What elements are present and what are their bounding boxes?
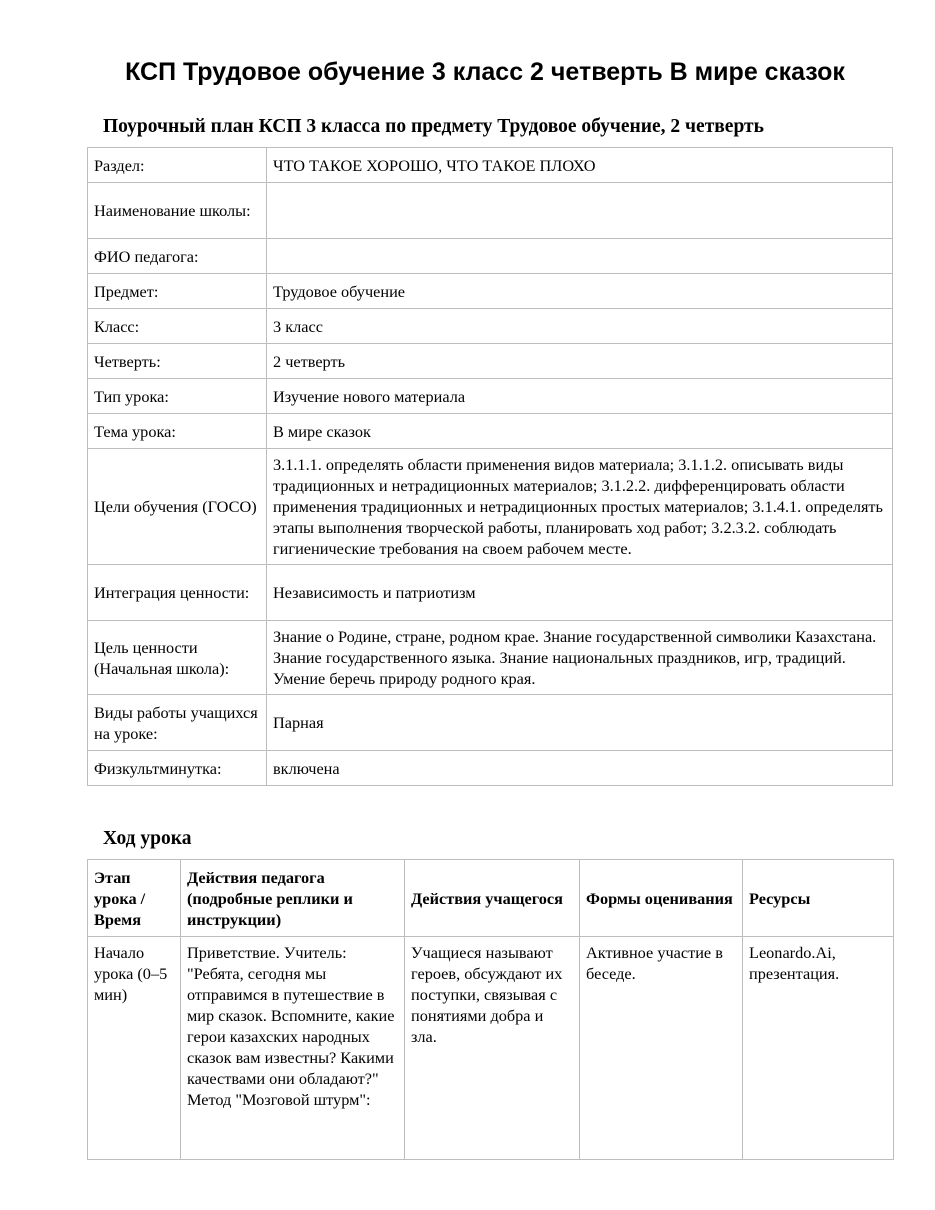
column-header-assessment: Формы оценивания: [580, 860, 743, 937]
cell-resources: Leonardo.Ai, презентация.: [743, 937, 894, 1160]
plan-subtitle: Поурочный план КСП 3 класса по предмету Трудовое обучение, 2 четверть: [103, 116, 764, 137]
info-value: [267, 183, 893, 239]
info-label: Четверть:: [88, 344, 267, 379]
info-label: Тип урока:: [88, 379, 267, 414]
info-label: Раздел:: [88, 148, 267, 183]
cell-teacher-actions: Приветствие. Учитель: "Ребята, сегодня мы отправимся в путешествие в мир сказок. Вспомните, какие герои казахских народных сказок вам известны? Какими качествами они обладают?" Метод "Мозговой штурм":: [181, 937, 405, 1160]
info-value: ЧТО ТАКОЕ ХОРОШО, ЧТО ТАКОЕ ПЛОХО: [267, 148, 893, 183]
info-row-physical-break: [88, 751, 893, 786]
lesson-flow-table: [87, 859, 894, 1160]
info-row-teacher: [88, 239, 893, 274]
info-label: ФИО педагога:: [88, 239, 267, 274]
info-label: Наименование школы:: [88, 183, 267, 239]
info-row-lesson-topic: [88, 414, 893, 449]
info-value: Изучение нового материала: [267, 379, 893, 414]
info-value: [267, 239, 893, 274]
info-row-learning-goals: [88, 449, 893, 565]
info-row-quarter: [88, 344, 893, 379]
info-label: Цель ценности (Начальная школа):: [88, 621, 267, 695]
cell-stage: Начало урока (0–5 мин): [88, 937, 181, 1160]
column-header-stage: Этап урока / Время: [88, 860, 181, 937]
info-row-section: [88, 148, 893, 183]
info-label: Интеграция ценности:: [88, 565, 267, 621]
column-header-teacher-actions: Действия педагога (подробные реплики и инструкции): [181, 860, 405, 937]
info-row-work-types: [88, 695, 893, 751]
info-value: Знание о Родине, стране, родном крае. Знание государственной символики Казахстана. Знание государственного языка. Знание национальных праздников, игр, традиций. Умение беречь природу родного края.: [267, 621, 893, 695]
info-value: 3 класс: [267, 309, 893, 344]
info-value: включена: [267, 751, 893, 786]
lesson-table-header-row: [88, 860, 894, 937]
page-title: КСП Трудовое обучение 3 класс 2 четверть В мире сказок: [125, 58, 845, 86]
info-row-school: [88, 183, 893, 239]
cell-assessment: Активное участие в беседе.: [580, 937, 743, 1160]
info-row-value-integration: [88, 565, 893, 621]
info-row-subject: [88, 274, 893, 309]
info-label: Класс:: [88, 309, 267, 344]
lesson-flow-title: Ход урока: [103, 828, 192, 849]
column-header-resources: Ресурсы: [743, 860, 894, 937]
info-value: Трудовое обучение: [267, 274, 893, 309]
table-row: [88, 937, 894, 1160]
info-value: В мире сказок: [267, 414, 893, 449]
info-label: Предмет:: [88, 274, 267, 309]
info-label: Физкультминутка:: [88, 751, 267, 786]
info-row-value-goal: [88, 621, 893, 695]
info-row-grade: [88, 309, 893, 344]
lesson-info-table: [87, 147, 893, 786]
column-header-student-actions: Действия учащегося: [405, 860, 580, 937]
info-label: Виды работы учащихся на уроке:: [88, 695, 267, 751]
info-row-lesson-type: [88, 379, 893, 414]
info-label: Цели обучения (ГОСО): [88, 449, 267, 565]
info-value: Парная: [267, 695, 893, 751]
info-value: 3.1.1.1. определять области применения видов материала; 3.1.1.2. описывать виды традиционных и нетрадиционных материалов; 3.1.2.2. дифференцировать области применения традиционных и нетрадиционных простых материалов; 3.1.4.1. определять этапы выполнения творческой работы, планировать ход работ; 3.2.3.2. соблюдать гигиенические требования на своем рабочем месте.: [267, 449, 893, 565]
cell-student-actions: Учащиеся называют героев, обсуждают их поступки, связывая с понятиями добра и зла.: [405, 937, 580, 1160]
info-value: Независимость и патриотизм: [267, 565, 893, 621]
info-label: Тема урока:: [88, 414, 267, 449]
info-value: 2 четверть: [267, 344, 893, 379]
